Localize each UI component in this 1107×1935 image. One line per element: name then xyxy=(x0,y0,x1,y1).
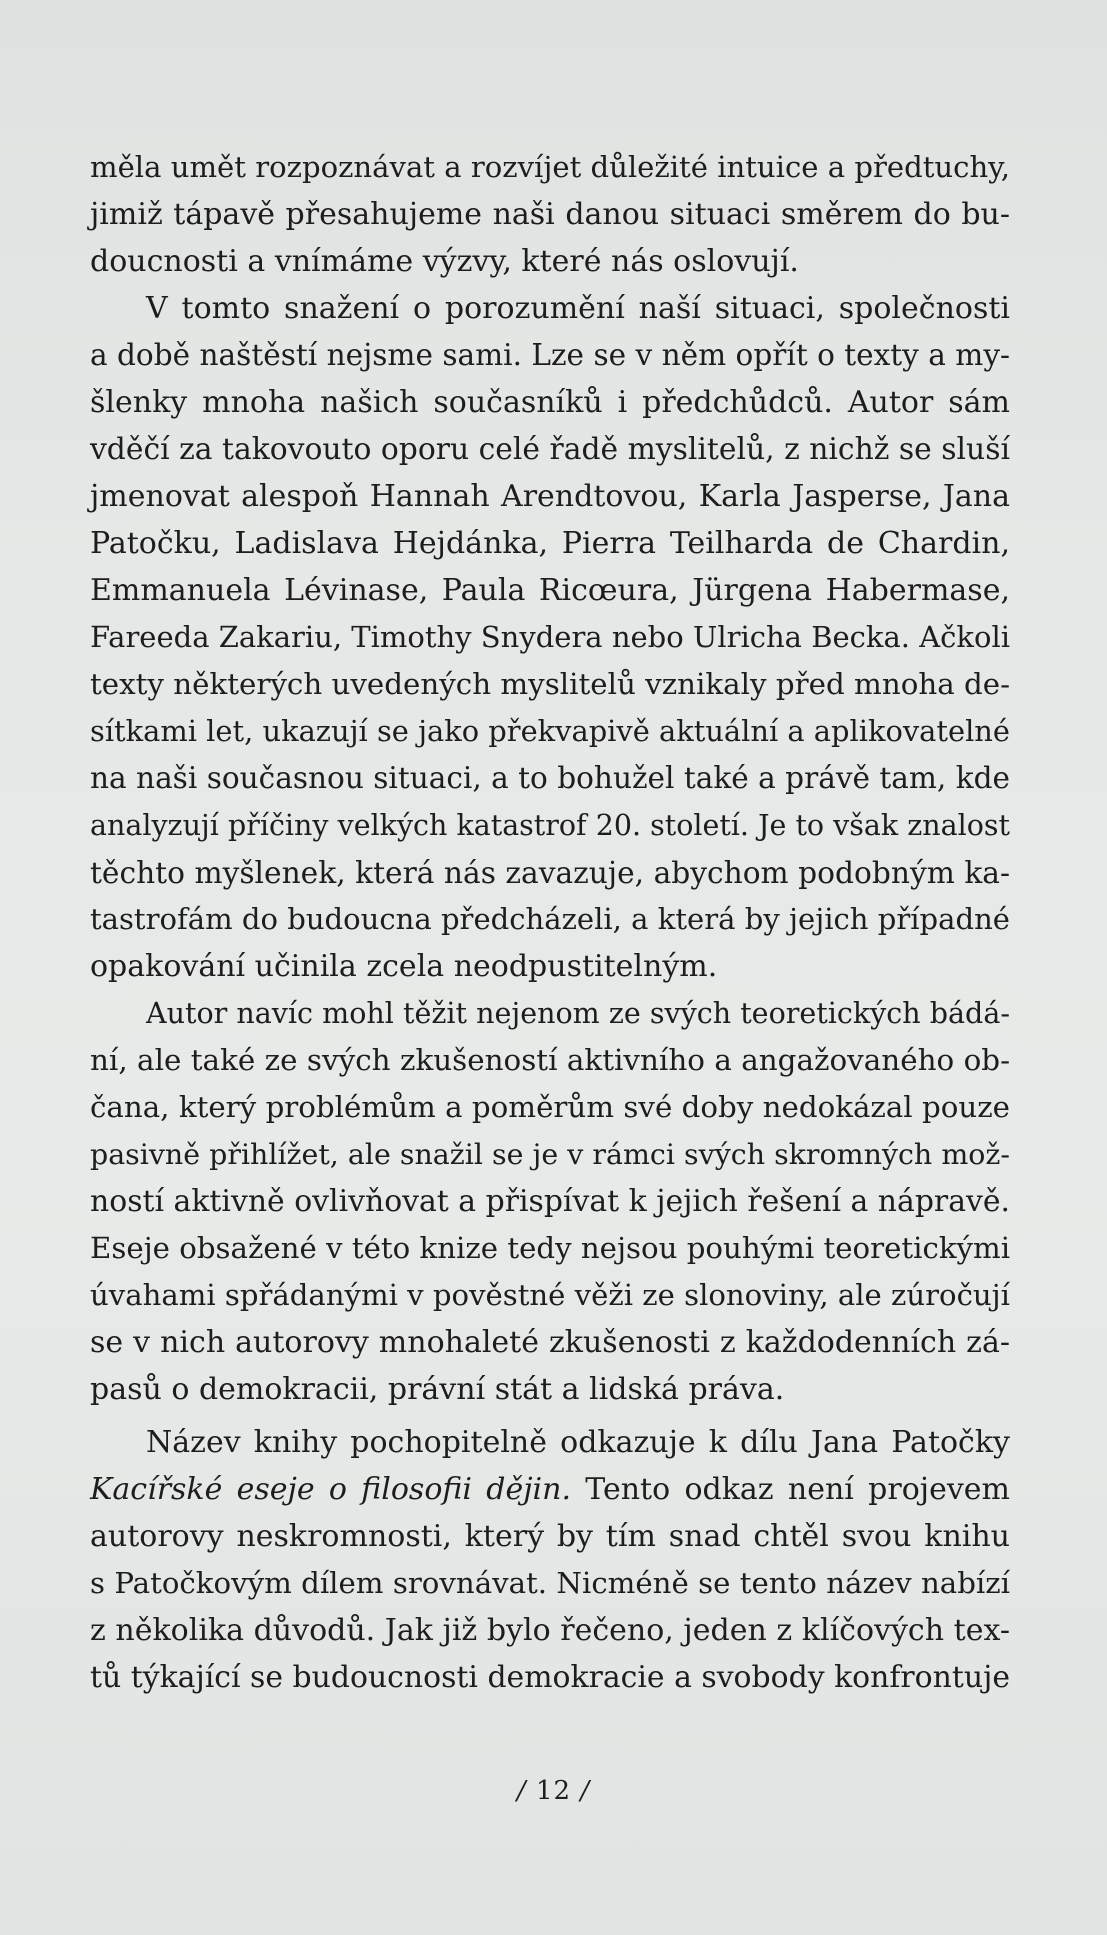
text-line: pasivně přihlížet, ale snažil se je v rámci svých skromných mož- xyxy=(90,1138,1010,1171)
text-line: z několika důvodů. Jak již bylo řečeno, jeden z klíčových tex- xyxy=(90,1613,1010,1648)
text-line: Fareeda Zakariu, Timothy Snydera nebo Ulricha Becka. Ačkoli xyxy=(90,620,1010,654)
text-line: texty některých uvedených myslitelů vznikaly před mnoha de- xyxy=(90,667,1010,701)
text-line: pasů o demokracii, právní stát a lidská práva. xyxy=(90,1372,785,1407)
text-line: Emmanuela Lévinase, Paula Ricœura, Jürgena Habermase, xyxy=(90,573,1010,608)
paragraph-4 xyxy=(90,1419,1010,1701)
text-line: doucnosti a vnímáme výzvy, které nás oslovují. xyxy=(90,244,799,279)
paragraph-1 xyxy=(90,144,1010,285)
folio-number: 12 xyxy=(535,1776,572,1806)
text-line: Patočku, Ladislava Hejdánka, Pierra Teilharda de Chardin, xyxy=(90,526,1010,561)
text-line: ností aktivně ovlivňovat a přispívat k jejich řešení a nápravě. xyxy=(90,1184,1010,1219)
text-line: úvahami spřádanými v pověstné věži ze slonoviny, ale zúročují xyxy=(90,1278,1010,1312)
text-line: autorovy neskromnosti, který by tím snad chtěl svou knihu xyxy=(90,1519,1010,1554)
text-line: V tomto snažení o porozumění naší situaci, společnosti xyxy=(146,291,1010,326)
text-line: čana, který problémům a poměrům své doby nedokázal pouze xyxy=(90,1090,1010,1124)
text-line: na naši současnou situaci, a to bohužel také a právě tam, kde xyxy=(90,761,1010,795)
text-line: a době naštěstí nejsme sami. Lze se v něm opřít o texty a my- xyxy=(90,338,1010,372)
text-line: Autor navíc mohl těžit nejenom ze svých teoretických bádá- xyxy=(146,996,1010,1030)
text-line: tastrofám do budoucna předcházeli, a která by jejich případné xyxy=(90,902,1010,936)
paragraph-2 xyxy=(90,285,1010,990)
book-title-italic: Kacířské eseje o filosofii dějin. xyxy=(90,1472,571,1507)
text-line: Eseje obsažené v této knize tedy nejsou pouhými teoretickými xyxy=(90,1231,1011,1265)
text-line-mixed xyxy=(90,1466,1010,1513)
folio-slash-left: / xyxy=(516,1776,527,1806)
text-line: se v nich autorovy mnohaleté zkušenosti z každodenních zá- xyxy=(90,1325,1010,1360)
text-line: analyzují příčiny velkých katastrof 20. století. Je to však znalost xyxy=(90,809,1010,842)
text-line: sítkami let, ukazují se jako překvapivě aktuální a aplikovatelné xyxy=(90,714,1010,748)
text-line: vděčí za takovouto oporu celé řadě myslitelů, z nichž se sluší xyxy=(90,432,1010,467)
text-line: jimiž tápavě přesahujeme naši danou situaci směrem do bu- xyxy=(90,197,1010,232)
text-line: opakování učinila zcela neodpustitelným. xyxy=(90,949,718,984)
paragraph-3 xyxy=(90,990,1010,1413)
text-line: Název knihy pochopitelně odkazuje k dílu Jana Patočky xyxy=(146,1425,1010,1460)
text-line: těchto myšlenek, která nás zavazuje, abychom podobným ka- xyxy=(90,855,1010,890)
body-text xyxy=(90,144,1010,1701)
text-line: s Patočkovým dílem srovnávat. Nicméně se tento název nabízí xyxy=(90,1566,1010,1600)
text-line: měla umět rozpoznávat a rozvíjet důležité intuice a předtuchy, xyxy=(90,150,1010,184)
text-fragment: Tento odkaz není projevem xyxy=(571,1472,1010,1507)
text-line: jmenovat alespoň Hannah Arendtovou, Karla Jasperse, Jana xyxy=(90,479,1010,514)
text-line: ní, ale také ze svých zkušeností aktivního a angažovaného ob- xyxy=(90,1043,1010,1077)
text-line: šlenky mnoha našich současníků i předchůdců. Autor sám xyxy=(90,385,1010,420)
text-line: tů týkající se budoucnosti demokracie a svobody konfrontuje xyxy=(90,1660,1010,1695)
page-number xyxy=(0,1776,1107,1806)
folio-slash-right: / xyxy=(580,1776,591,1806)
